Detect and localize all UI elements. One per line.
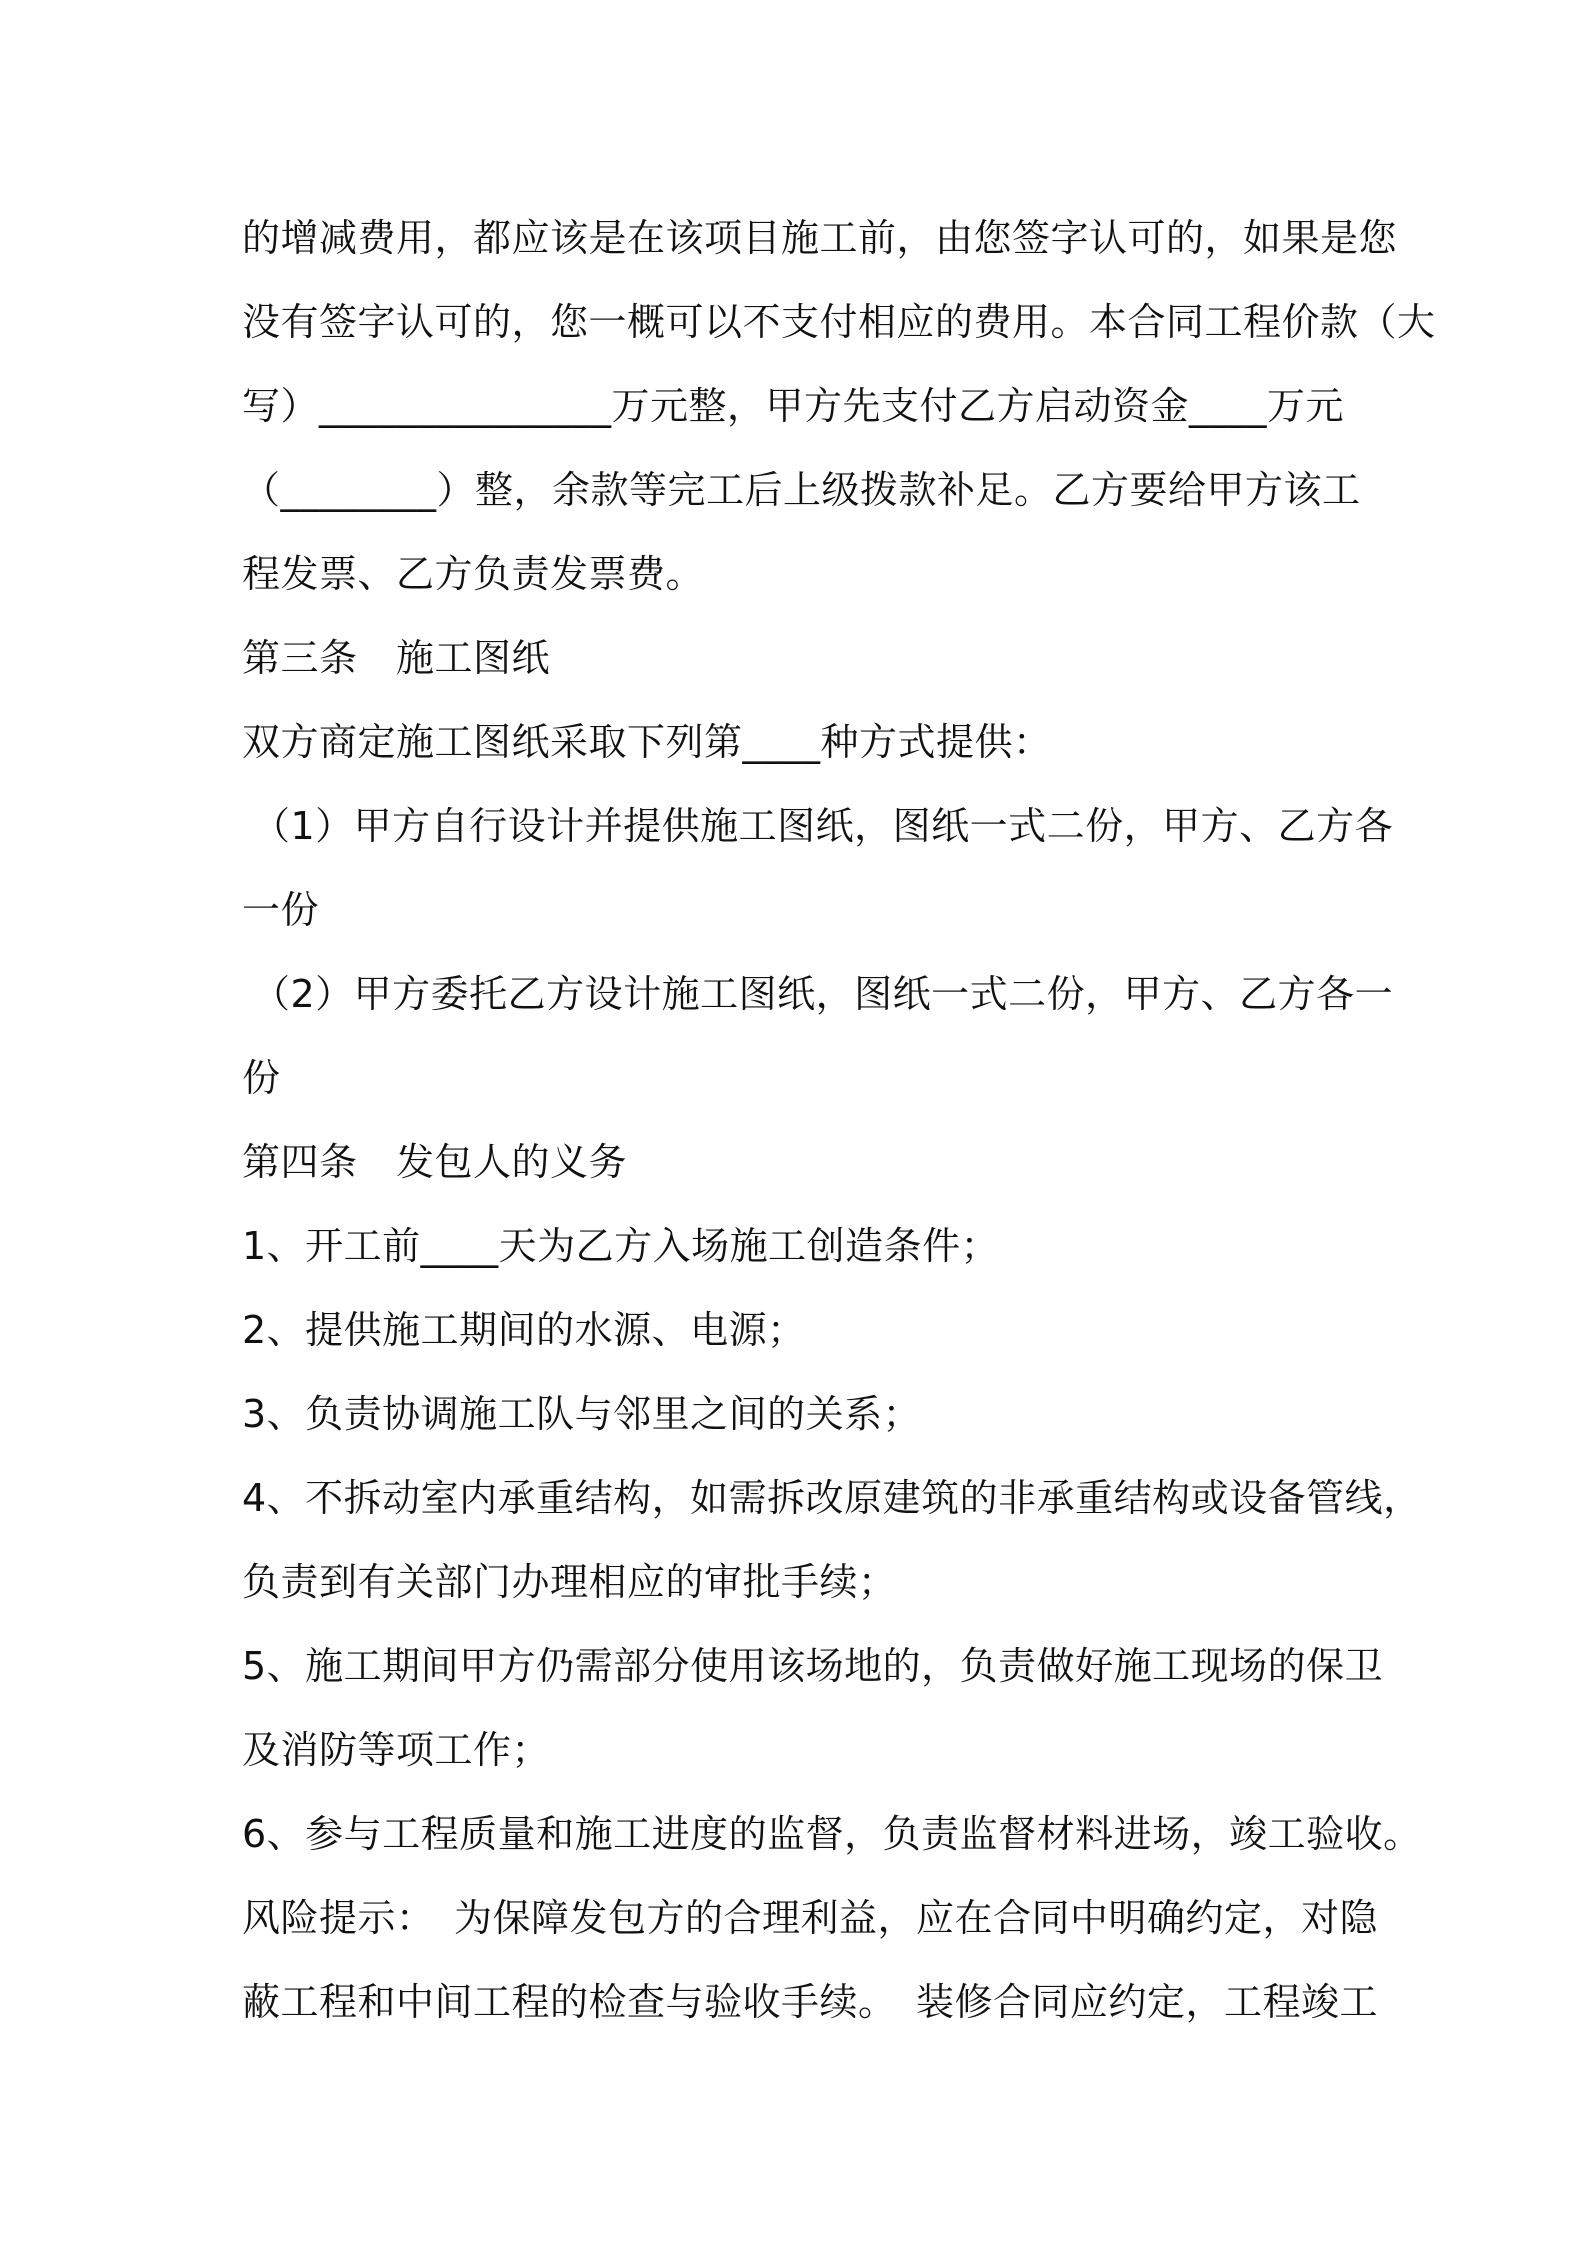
text-line: 双方商定施工图纸采取下列第____种方式提供： xyxy=(242,720,1052,764)
text-line: 份 xyxy=(242,1056,281,1100)
document-body xyxy=(242,196,1436,2044)
list-item: 5、施工期间甲方仍需部分使用该场地的，负责做好施工现场的保卫 xyxy=(242,1644,1384,1688)
risk-note: 风险提示： 为保障发包方的合理利益，应在合同中明确约定，对隐 xyxy=(242,1896,1379,1940)
list-item: 4、不拆动室内承重结构，如需拆改原建筑的非承重结构或设备管线， xyxy=(242,1476,1422,1520)
text-line: 程发票、乙方负责发票费。 xyxy=(242,552,705,596)
list-item: 6、参与工程质量和施工进度的监督，负责监督材料进场，竣工验收。 xyxy=(242,1812,1422,1856)
list-item: （2）甲方委托乙方设计施工图纸，图纸一式二份，甲方、乙方各一 xyxy=(252,972,1394,1016)
text-line: 一份 xyxy=(242,888,320,932)
text-line: 蔽工程和中间工程的检查与验收手续。 装修合同应约定，工程竣工 xyxy=(242,1980,1379,2024)
list-item: 2、提供施工期间的水源、电源； xyxy=(242,1308,806,1352)
list-item: 1、开工前____天为乙方入场施工创造条件； xyxy=(242,1224,1000,1268)
text-line: （________）整，余款等完工后上级拨款补足。乙方要给甲方该工 xyxy=(242,468,1361,512)
text-line: 没有签字认可的，您一概可以不支付相应的费用。本合同工程价款（大 xyxy=(242,300,1436,344)
section-heading: 第四条 发包人的义务 xyxy=(242,1140,628,1184)
section-heading: 第三条 施工图纸 xyxy=(242,636,551,680)
text-line: 及消防等项工作； xyxy=(242,1728,551,1772)
text-line: 写）_______________万元整，甲方先支付乙方启动资金____万元 xyxy=(242,384,1345,428)
text-line: 的增减费用，都应该是在该项目施工前，由您签字认可的，如果是您 xyxy=(242,216,1398,260)
list-item: 3、负责协调施工队与邻里之间的关系； xyxy=(242,1392,922,1436)
text-line: 负责到有关部门办理相应的审批手续； xyxy=(242,1560,897,1604)
list-item: （1）甲方自行设计并提供施工图纸，图纸一式二份，甲方、乙方各 xyxy=(252,804,1394,848)
